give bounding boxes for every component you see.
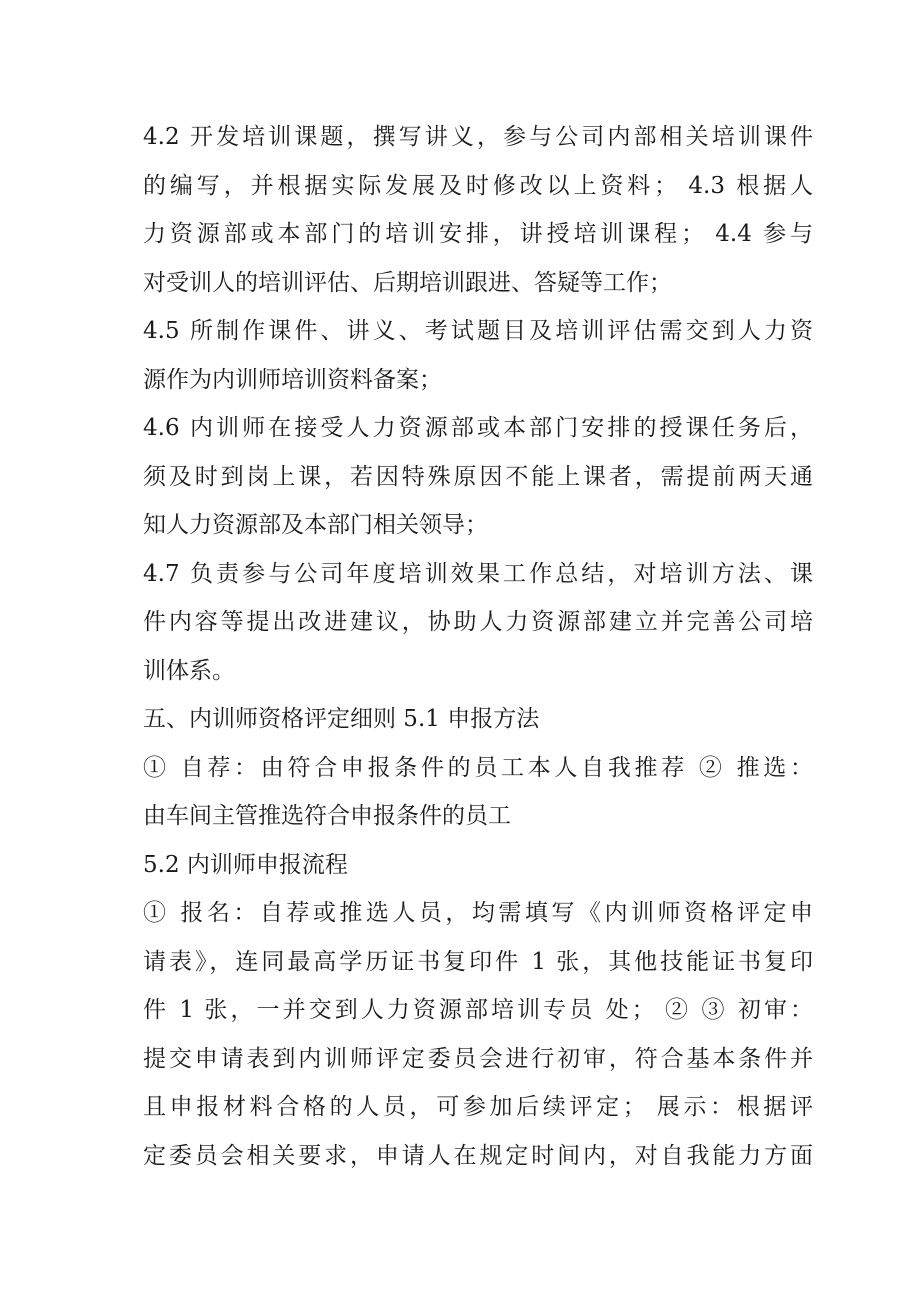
text-line: 知人力资源部及本部门相关领导； (143, 512, 488, 538)
text-line: ① 报名：自荐或推选人员，均需填写《内训师资格评定申 (143, 900, 813, 926)
text-line: 源作为内训师培训资料备案； (143, 366, 442, 393)
text-line: 定委员会相关要求，申请人在规定时间内，对自我能力方面 (143, 1142, 813, 1169)
text-line: 5.2 内训师申报流程 (143, 851, 348, 878)
text-line: 提交申请表到内训师评定委员会进行初审，符合基本条件并 (143, 1045, 813, 1072)
text-line: ① 自荐：由符合申报条件的员工本人自我推荐 ② 推选： (143, 754, 813, 781)
text-line: 且申报材料合格的人员，可参加后续评定； 展示：根据评 (143, 1094, 813, 1120)
document-body (143, 113, 813, 1180)
text-line: 力资源部或本部门的培训安排，讲授培训课程； 4.4 参与 (143, 221, 813, 247)
text-line: 4.2 开发培训课题，撰写讲义，参与公司内部相关培训课件 (143, 124, 813, 150)
text-line: 4.5 所制作课件、讲义、考试题目及培训评估需交到人力资 (143, 318, 813, 344)
text-line: 件内容等提出改进建议，协助人力资源部建立并完善公司培 (143, 609, 813, 635)
text-line: 请表》，连同最高学历证书复印件 1 张，其他技能证书复印 (143, 948, 813, 975)
text-line: 件 1 张，一并交到人力资源部培训专员 处； ② ③ 初审： (143, 997, 813, 1023)
text-line: 4.6 内训师在接受人力资源部或本部门安排的授课任务后， (143, 415, 813, 441)
text-line: 训体系。 (143, 657, 235, 684)
text-line: 的编写，并根据实际发展及时修改以上资料； 4.3 根据人 (143, 172, 813, 199)
text-line: 由车间主管推选符合申报条件的员工 (143, 803, 511, 829)
text-line: 须及时到岗上课，若因特殊原因不能上课者，需提前两天通 (143, 463, 813, 490)
text-line: 4.7 负责参与公司年度培训效果工作总结，对培训方法、课 (143, 560, 813, 587)
text-line: 五、内训师资格评定细则 5.1 申报方法 (143, 706, 540, 732)
text-line: 对受训人的培训评估、后期培训跟进、答疑等工作； (143, 269, 672, 296)
